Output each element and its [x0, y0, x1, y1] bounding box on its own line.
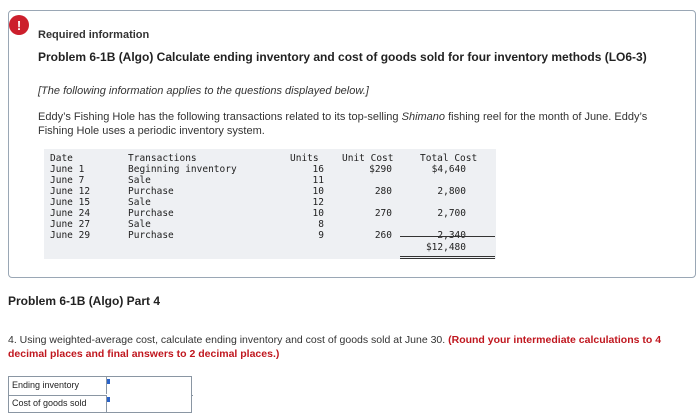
answer-table	[8, 376, 192, 413]
row-units: 16	[312, 164, 324, 175]
question-text	[8, 333, 698, 361]
intro-text-2: fishing reel for the month of June. Eddy’s Fishing Hole uses a periodic inventory system.	[38, 111, 648, 137]
ending-inventory-input[interactable]	[106, 377, 191, 394]
alert-icon: !	[9, 15, 29, 35]
row-date: June 7	[50, 175, 85, 186]
row-transaction: Sale	[128, 197, 151, 208]
brand-name: Shimano	[401, 111, 446, 123]
cogs-label: Cost of goods sold	[12, 398, 87, 408]
header-transactions: Transactions	[128, 153, 197, 164]
row-date: June 1	[50, 164, 85, 175]
header-unit-cost: Unit Cost	[342, 153, 394, 164]
row-units: 9	[318, 230, 324, 241]
row-unit-cost: 260	[374, 230, 392, 241]
row-units: 10	[312, 186, 324, 197]
row-unit-cost: 270	[374, 208, 392, 219]
answer-row-ending-inventory	[9, 377, 193, 396]
ending-inventory-label: Ending inventory	[12, 380, 80, 390]
header-total-cost: Total Cost	[420, 153, 478, 164]
row-units: 8	[318, 219, 324, 230]
row-date: June 24	[50, 208, 91, 219]
row-total-cost: 2,700	[437, 208, 466, 219]
row-transaction: Sale	[128, 219, 151, 230]
row-transaction: Sale	[128, 175, 151, 186]
question-body: 4. Using weighted-average cost, calculate ending inventory and cost of goods sold at June 30.	[8, 334, 449, 346]
part-title: Problem 6-1B (Algo) Part 4	[8, 294, 161, 308]
problem-title: Problem 6-1B (Algo) Calculate ending inventory and cost of goods sold for four inventory methods (LO6-3)	[38, 50, 647, 64]
row-total-cost: 2,800	[437, 186, 466, 197]
grand-total: $12,480	[425, 242, 466, 253]
row-date: June 27	[50, 219, 91, 230]
row-transaction: Purchase	[128, 230, 174, 241]
transactions-table	[44, 149, 496, 259]
row-date: June 15	[50, 197, 91, 208]
row-total-cost: $4,640	[431, 164, 466, 175]
row-units: 12	[312, 197, 324, 208]
required-info-heading: Required information	[38, 29, 150, 41]
total-double-underline	[400, 256, 495, 259]
row-date: June 12	[50, 186, 91, 197]
row-date: June 29	[50, 230, 91, 241]
row-units: 11	[312, 175, 324, 186]
input-marker-icon	[107, 379, 110, 384]
header-date: Date	[50, 153, 73, 164]
row-transaction: Purchase	[128, 208, 174, 219]
intro-text-1: Eddy’s Fishing Hole has the following transactions related to its top-selling	[38, 111, 402, 123]
input-marker-icon	[107, 397, 110, 402]
applies-note: [The following information applies to the questions displayed below.]	[38, 85, 369, 97]
answer-row-cogs	[9, 395, 193, 413]
row-unit-cost: 280	[374, 186, 392, 197]
cogs-input[interactable]	[106, 395, 191, 412]
header-units: Units	[290, 153, 319, 164]
row-transaction: Beginning inventory	[128, 164, 237, 175]
rounding-instruction: (Round your intermediate calculations to 4 decimal places and final answers to 2 decimal places.)	[8, 334, 662, 360]
row-unit-cost: $290	[369, 164, 392, 175]
intro-paragraph	[38, 110, 678, 138]
total-underline	[400, 236, 495, 237]
row-units: 10	[312, 208, 324, 219]
row-transaction: Purchase	[128, 186, 174, 197]
